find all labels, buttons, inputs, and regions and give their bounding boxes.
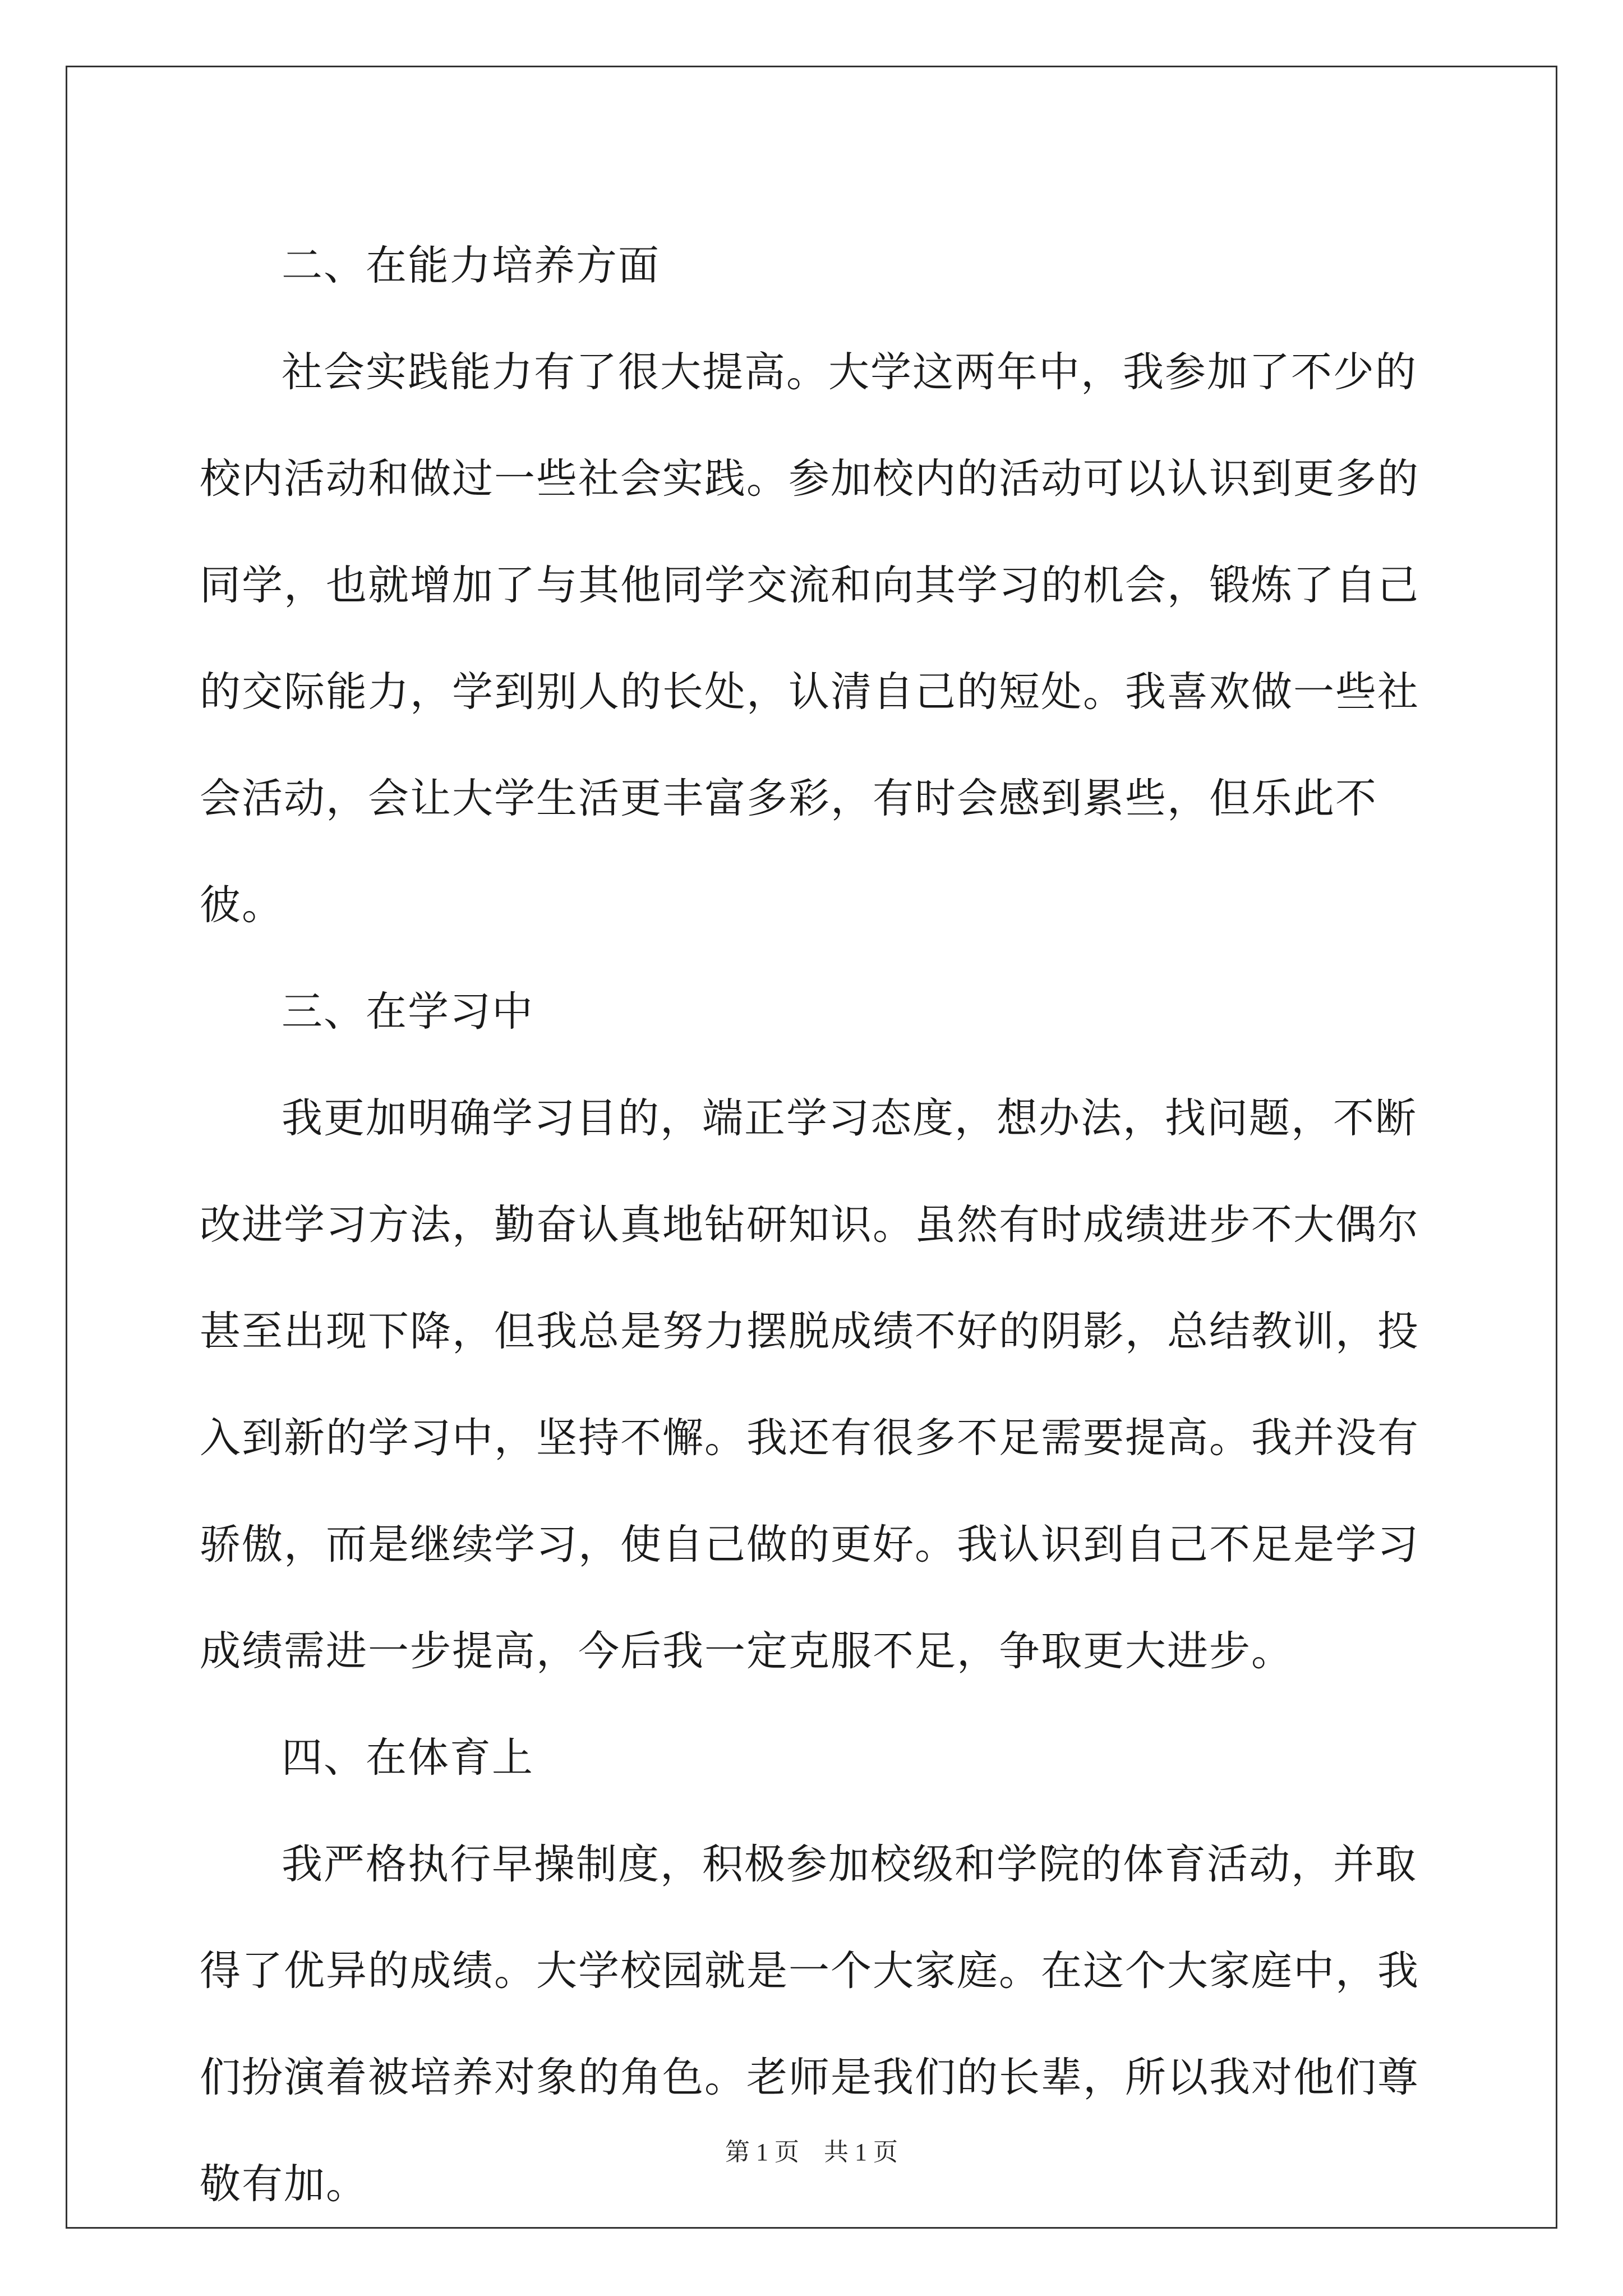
section-heading: 二、在能力培养方面: [282, 242, 660, 289]
section-heading: 四、在体育上: [282, 1734, 534, 1782]
section-heading: 三、在学习中: [282, 988, 534, 1036]
section-paragraph: 我更加明确学习目的，端正学习态度，想办法，找问题，不断改进学习方法，勤奋认真地钻研知识。虽然有时成绩进步不大偶尔甚至出现下降，但我总是努力摆脱成绩不好的阴影，总结教训，投入到新的学习中，坚持不懈。我还有很多不足需要提高。我并没有骄傲，而是继续学习，使自己做的更好。我认识到自己不足是学习成绩需进一步提高，今后我一定克服不足，争取更大进步。: [200, 1094, 1419, 1675]
document-body: [200, 213, 1422, 2238]
page-footer: [0, 2132, 1623, 2168]
page-number: 第 1 页: [725, 2138, 799, 2166]
page-total: 共 1 页: [824, 2138, 898, 2166]
section-paragraph: 我严格执行早操制度，积极参加校级和学院的体育活动，并取得了优异的成绩。大学校园就是一个大家庭。在这个大家庭中，我们扮演着被培养对象的角色。老师是我们的长辈，所以我对他们尊敬有加。: [200, 1841, 1419, 2208]
section-paragraph: 社会实践能力有了很大提高。大学这两年中，我参加了不少的校内活动和做过一些社会实践。参加校内的活动可以认识到更多的同学，也就增加了与其他同学交流和向其学习的机会，锻炼了自己的交际能力，学到别人的长处，认清自己的短处。我喜欢做一些社会活动，会让大学生活更丰富多彩，有时会感到累些，但乐此不彼。: [200, 348, 1419, 929]
